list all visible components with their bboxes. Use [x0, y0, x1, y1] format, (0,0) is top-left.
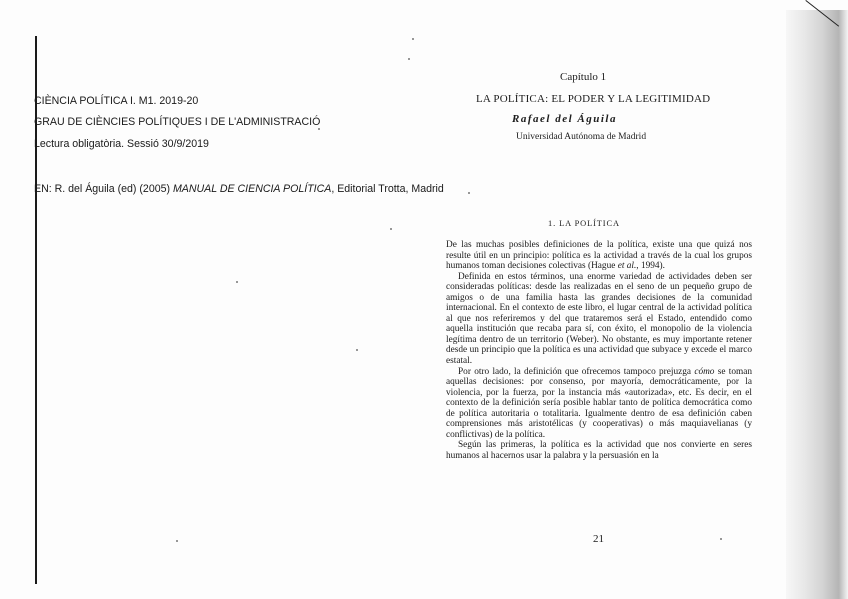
paragraph-1: [446, 240, 752, 272]
paragraph-4: Según las primeras, la política es la actividad que nos convierte en seres humanos al hacernos usar la palabra y la persuasión en la: [446, 440, 752, 461]
scan-speck: [468, 192, 470, 194]
page-number: 21: [593, 533, 604, 545]
paragraph-3: [446, 367, 752, 441]
scan-speck: [390, 228, 392, 230]
paragraph-1-text: De las muchas posibles definiciones de la política, existe una que quizá nos resulte útil en un principio: política es la actividad a través de la cual los grupos humanos toman decisiones colectivas (Hague: [446, 240, 752, 272]
author-institution: Universidad Autónoma de Madrid: [516, 132, 647, 142]
reference-book-title: MANUAL DE CIENCIA POLÍTICA: [172, 183, 332, 195]
chapter-author: Rafael del Águila: [512, 113, 617, 125]
scan-speck: [412, 38, 414, 40]
paragraph-2: Definida en estos términos, una enorme variedad de actividades deben ser consideradas políticas: desde las realizadas en el seno de un pequeño grupo de amigos o de una familia hasta las grandes decisiones de la comunidad internacional. En el contexto de este libro, el lugar central de la actividad política al que nos referiremos y del que trataremos será el Estado, entendido como aquella institución que recaba para sí, con éxito, el monopolio de la violencia legítima dentro de un territorio (Weber). No obstante, es muy importante retener desde un principio que la política es una actividad que subyace y excede el marco estatal.: [446, 271, 752, 367]
course-title: CIÈNCIA POLÍTICA I. M1. 2019-20: [34, 95, 199, 107]
scan-speck: [176, 540, 178, 542]
degree-title: GRAU DE CIÈNCIES POLÍTIQUES I DE L'ADMINISTRACIÓ: [34, 116, 321, 128]
chapter-label: Capítulo 1: [560, 71, 607, 83]
paragraph-3-italic-word: cómo: [694, 366, 715, 377]
scan-speck: [236, 281, 238, 283]
section-heading: 1. LA POLÍTICA: [548, 219, 620, 228]
paragraph-3-start: Por otro lado, la definición que ofrecemos tampoco prejuzga: [458, 366, 692, 377]
scan-speck: [720, 538, 722, 540]
reference-prefix: EN: R. del Águila (ed) (2005): [34, 183, 173, 195]
citation-year: , 1994).: [636, 261, 665, 272]
session-note: Lectura obligatòria. Sessió 30/9/2019: [34, 138, 209, 150]
source-reference: [34, 183, 444, 195]
scan-speck: [408, 58, 410, 60]
citation-et-al: et al.: [617, 261, 637, 272]
body-text: [446, 240, 752, 461]
paragraph-3-rest: se toman aquellas decisiones: por consenso, por mayoría, democráticamente, por la violencia, por la fuerza, por la instancia más «autorizada», etc. Es decir, en el contexto de la definición sería posible hablar tanto de política democrática como de política autoritaria o totalitaria. Igualmente dentro de esa definición caben comprensiones más aristotélicas (y cooperativas) o más maquiavelianas (y conflictivas) de la política.: [446, 366, 752, 440]
page-edge-shadow: [786, 10, 848, 599]
chapter-title: LA POLÍTICA: EL PODER Y LA LEGITIMIDAD: [476, 93, 711, 105]
scan-speck: [318, 128, 320, 130]
scan-speck: [356, 349, 358, 351]
reference-suffix: , Editorial Trotta, Madrid: [331, 183, 444, 195]
